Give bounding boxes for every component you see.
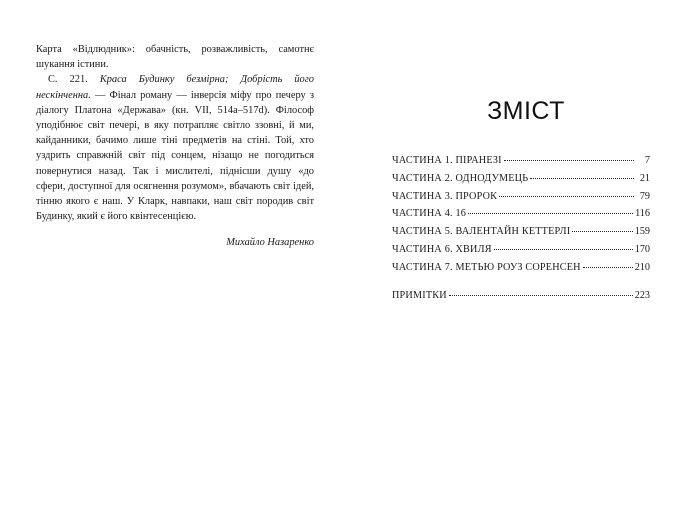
toc-entry-label: ЧАСТИНА 6. ХВИЛЯ (392, 243, 492, 255)
table-of-contents (392, 155, 650, 307)
contents-title: ЗМІСТ (487, 97, 565, 125)
toc-entry[interactable] (392, 262, 650, 280)
toc-entry[interactable] (392, 208, 650, 226)
toc-entry-label: ЧАСТИНА 7. МЕТЬЮ РОУЗ СОРЕНСЕН (392, 261, 581, 273)
toc-entry-page: 223 (634, 289, 650, 301)
toc-entry-page: 21 (639, 172, 650, 184)
dot-leader (449, 295, 633, 296)
toc-entry-page: 7 (644, 155, 650, 166)
dot-leader (494, 249, 633, 250)
author-signature: Михайло Назаренко (226, 237, 314, 249)
toc-entry[interactable] (392, 244, 650, 262)
dot-leader (468, 213, 633, 214)
note-paragraph (36, 72, 314, 224)
toc-entry[interactable] (392, 191, 650, 209)
toc-entry[interactable] (392, 226, 650, 244)
dot-leader (499, 196, 634, 197)
dot-leader (504, 160, 634, 161)
toc-entry-page: 210 (634, 261, 650, 273)
dot-leader (530, 178, 634, 179)
right-page (388, 0, 664, 518)
toc-entry-page: 116 (635, 208, 650, 220)
toc-entry[interactable] (392, 173, 650, 191)
left-page (36, 42, 314, 251)
toc-entry-page: 79 (639, 190, 650, 202)
dot-leader (583, 267, 633, 268)
toc-entry-page: 170 (634, 243, 650, 255)
toc-entry-label: ЧАСТИНА 1. ПІРАНЕЗІ (392, 155, 502, 166)
commentary-text: — Фінал роману — інверсія міфу про печеру з діалогу Платона «Держава» (кн. VII, 514a–517d). Філософ уподібнює світ печері, в яку потрапляє світло ззовні, й ми, кайданники, бачимо лише тіні предметів на стіні. Той, хто уздрить справжній світ під сонцем, нізащо не погодиться повернутися назад. Так і мислителі, піднісши душу «до сфери, доступної для осягнення розумом», вбачають світ ідей, тінню якого є наш. У Кларк, навпаки, наш світ породив світ Будинку, який є його квінтесенцією. (36, 89, 314, 223)
toc-entry[interactable] (392, 155, 650, 173)
toc-entry-notes[interactable] (392, 290, 650, 308)
toc-entry-label: ЧАСТИНА 4. 16 (392, 208, 467, 220)
toc-entry-page: 159 (634, 226, 650, 238)
quote: Краса Будинку безмірна; Добрість його нескінченна. (36, 74, 314, 101)
toc-entry-label: ЧАСТИНА 2. ОДНОДУМЕЦЬ (392, 172, 529, 184)
note-paragraph: Карта «Відлюдник»: обачність, розважливість, самотнє шукання істини. (36, 44, 314, 71)
toc-entry-label: ПРИМІТКИ (392, 289, 447, 301)
toc-entry-label: ЧАСТИНА 5. ВАЛЕНТАЙН КЕТТЕРЛІ (392, 226, 571, 238)
toc-entry-label: ЧАСТИНА 3. ПРОРОК (392, 190, 498, 202)
page-reference: С. 221. (48, 74, 88, 86)
dot-leader (572, 231, 632, 232)
